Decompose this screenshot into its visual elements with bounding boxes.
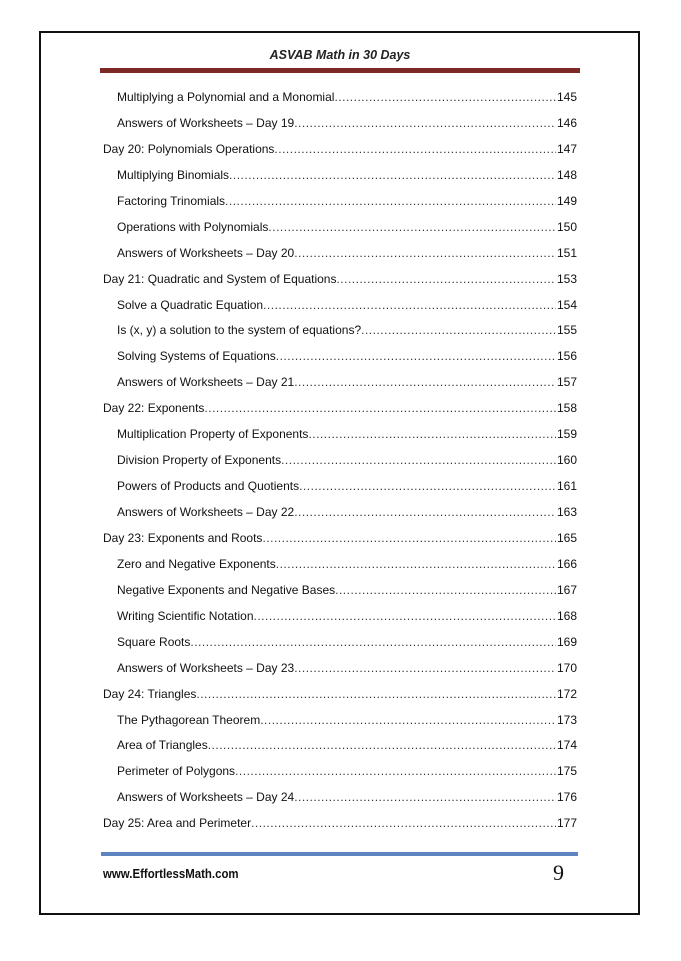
toc-entry-label: Solve a Quadratic Equation xyxy=(117,297,264,312)
toc-entry-page: 150 xyxy=(556,219,577,234)
toc-entry-page: 176 xyxy=(556,790,577,805)
toc-section-entry[interactable] xyxy=(103,609,577,635)
toc-leader-dots xyxy=(308,427,556,441)
toc-chapter-entry[interactable] xyxy=(103,401,577,427)
toc-entry-page: 156 xyxy=(556,349,577,364)
toc-entry-page: 154 xyxy=(556,297,577,312)
toc-entry-label: Square Roots xyxy=(117,634,191,649)
footer-rule xyxy=(101,852,578,856)
toc-entry-label: Writing Scientific Notation xyxy=(117,608,254,623)
toc-entry-label: Operations with Polynomials xyxy=(117,219,269,234)
toc-leader-dots xyxy=(268,220,556,234)
toc-section-entry[interactable] xyxy=(103,790,577,816)
page-number: 9 xyxy=(553,860,564,885)
toc-leader-dots xyxy=(229,168,556,182)
toc-leader-dots xyxy=(361,323,556,337)
toc-entry-label: Division Property of Exponents xyxy=(117,453,282,468)
toc-chapter-entry[interactable] xyxy=(103,142,577,168)
toc-section-entry[interactable] xyxy=(103,453,577,479)
toc-leader-dots xyxy=(235,764,556,778)
toc-entry-label: Solving Systems of Equations xyxy=(117,349,276,364)
toc-section-entry[interactable] xyxy=(103,479,577,505)
toc-entry-label: Perimeter of Polygons xyxy=(117,764,236,779)
toc-leader-dots xyxy=(281,453,556,467)
toc-section-entry[interactable] xyxy=(103,323,577,349)
toc-entry-label: Day 24: Triangles xyxy=(103,686,197,701)
toc-entry-page: 170 xyxy=(556,660,577,675)
toc-entry-page: 166 xyxy=(556,556,577,571)
toc-entry-page: 155 xyxy=(556,323,577,338)
toc-entry-label: Is (x, y) a solution to the system of equations? xyxy=(117,323,362,338)
header-rule xyxy=(100,68,580,73)
toc-leader-dots xyxy=(294,246,556,260)
toc-entry-page: 145 xyxy=(556,90,577,104)
footer-url[interactable]: www.EffortlessMath.com xyxy=(103,866,239,881)
toc-entry-page: 169 xyxy=(556,634,577,649)
toc-leader-dots xyxy=(294,661,556,675)
toc-leader-dots xyxy=(274,142,556,156)
toc-entry-label: Answers of Worksheets – Day 21 xyxy=(117,375,295,390)
toc-leader-dots xyxy=(276,557,556,571)
toc-section-entry[interactable] xyxy=(103,220,577,246)
toc-entry-label: Multiplying a Polynomial and a Monomial xyxy=(117,90,335,104)
toc-entry-label: Zero and Negative Exponents xyxy=(117,556,276,571)
toc-entry-page: 153 xyxy=(556,271,577,286)
toc-section-entry[interactable] xyxy=(103,557,577,583)
toc-section-entry[interactable] xyxy=(103,738,577,764)
toc-entry-page: 165 xyxy=(556,530,577,545)
toc-section-entry[interactable] xyxy=(103,298,577,324)
toc-entry-page: 177 xyxy=(556,816,577,831)
toc-entry-page: 160 xyxy=(556,453,577,468)
toc-entry-label: Area of Triangles xyxy=(117,738,208,753)
toc-leader-dots xyxy=(263,298,556,312)
toc-entry-label: Answers of Worksheets – Day 23 xyxy=(117,660,295,675)
toc-entry-label: Day 23: Exponents and Roots xyxy=(103,530,263,545)
toc-leader-dots xyxy=(299,479,556,493)
toc-section-entry[interactable] xyxy=(103,713,577,739)
toc-entry-label: Answers of Worksheets – Day 20 xyxy=(117,245,295,260)
toc-entry-page: 159 xyxy=(556,427,577,442)
toc-entry-label: Powers of Products and Quotients xyxy=(117,479,300,494)
toc-leader-dots xyxy=(336,272,556,286)
toc-leader-dots xyxy=(294,505,556,519)
toc-entry-label: Answers of Worksheets – Day 19 xyxy=(117,115,295,130)
toc-section-entry[interactable] xyxy=(103,764,577,790)
toc-section-entry[interactable] xyxy=(103,246,577,272)
toc-entry-label: Day 22: Exponents xyxy=(103,401,205,416)
toc-entry-label: Negative Exponents and Negative Bases xyxy=(117,582,336,597)
toc-section-entry[interactable] xyxy=(103,194,577,220)
toc-leader-dots xyxy=(294,790,556,804)
toc-leader-dots xyxy=(260,713,556,727)
toc-chapter-entry[interactable] xyxy=(103,531,577,557)
toc-entry-page: 172 xyxy=(556,686,577,701)
toc-leader-dots xyxy=(196,687,556,701)
toc-entry-label: Multiplication Property of Exponents xyxy=(117,427,309,442)
toc-leader-dots xyxy=(334,90,556,104)
toc-entry-page: 163 xyxy=(556,505,577,519)
toc-leader-dots xyxy=(225,194,556,208)
table-of-contents xyxy=(103,90,577,842)
toc-section-entry[interactable] xyxy=(103,427,577,453)
toc-leader-dots xyxy=(294,116,556,130)
toc-entry-page: 157 xyxy=(556,375,577,390)
toc-section-entry[interactable] xyxy=(103,661,577,687)
toc-entry-label: Answers of Worksheets – Day 24 xyxy=(117,790,295,805)
toc-leader-dots xyxy=(262,531,556,545)
toc-section-entry[interactable] xyxy=(103,90,577,116)
toc-entry-page: 175 xyxy=(556,764,577,779)
toc-leader-dots xyxy=(254,609,556,623)
toc-entry-page: 158 xyxy=(556,401,577,416)
toc-entry-page: 174 xyxy=(556,738,577,753)
toc-entry-page: 151 xyxy=(556,245,577,260)
toc-entry-page: 173 xyxy=(556,712,577,727)
toc-section-entry[interactable] xyxy=(103,375,577,401)
toc-leader-dots xyxy=(204,401,556,415)
toc-section-entry[interactable] xyxy=(103,505,577,531)
toc-chapter-entry[interactable] xyxy=(103,687,577,713)
toc-entry-label: Day 21: Quadratic and System of Equations xyxy=(103,271,337,286)
toc-entry-label: Day 20: Polynomials Operations xyxy=(103,141,275,156)
toc-section-entry[interactable] xyxy=(103,635,577,661)
toc-entry-page: 161 xyxy=(556,479,577,494)
toc-entry-label: Day 25: Area and Perimeter xyxy=(103,816,252,831)
toc-entry-label: Multiplying Binomials xyxy=(117,167,230,182)
toc-entry-page: 147 xyxy=(556,141,577,156)
toc-entry-label: Factoring Trinomials xyxy=(117,193,226,208)
toc-entry-page: 168 xyxy=(556,608,577,623)
toc-leader-dots xyxy=(251,816,556,830)
toc-entry-page: 146 xyxy=(556,115,577,130)
toc-leader-dots xyxy=(276,349,556,363)
toc-entry-label: The Pythagorean Theorem xyxy=(117,712,261,727)
toc-entry-label: Answers of Worksheets – Day 22 xyxy=(117,505,295,519)
toc-chapter-entry[interactable] xyxy=(103,272,577,298)
toc-leader-dots xyxy=(294,375,556,389)
toc-entry-page: 148 xyxy=(556,167,577,182)
toc-entry-page: 149 xyxy=(556,193,577,208)
toc-section-entry[interactable] xyxy=(103,116,577,142)
header-title: ASVAB Math in 30 Days xyxy=(269,48,411,62)
toc-leader-dots xyxy=(208,738,556,752)
toc-section-entry[interactable] xyxy=(103,168,577,194)
toc-leader-dots xyxy=(335,583,556,597)
toc-chapter-entry[interactable] xyxy=(103,816,577,842)
toc-section-entry[interactable] xyxy=(103,583,577,609)
toc-entry-page: 167 xyxy=(556,582,577,597)
toc-section-entry[interactable] xyxy=(103,349,577,375)
toc-leader-dots xyxy=(190,635,556,649)
